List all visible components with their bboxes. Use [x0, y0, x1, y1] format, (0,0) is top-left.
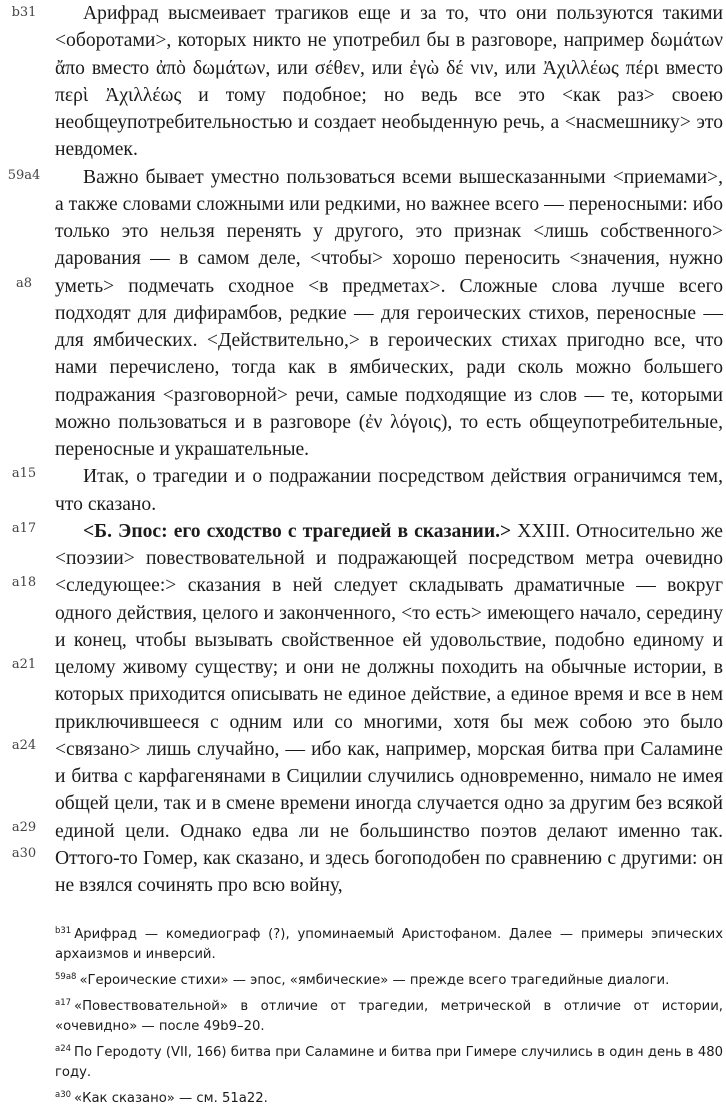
margin-mark: 59a4	[7, 168, 41, 183]
margin-mark: a21	[11, 657, 37, 672]
footnote-ref: a24	[55, 1043, 72, 1054]
footnote	[55, 1043, 723, 1083]
footnote-ref: a17	[55, 997, 72, 1008]
footnote	[55, 925, 723, 965]
footnote-text: «Повествовательной» в отличие от трагедии, метрической в отличие от истории, «очевидно» — после 49b9–20.	[55, 999, 723, 1034]
margin-mark: a30	[11, 846, 37, 861]
margin-line-references	[0, 0, 48, 880]
paragraph: Итак, о трагедии и о подражании посредством действия ограничимся тем, что сказано.	[55, 466, 723, 515]
main-text	[55, 0, 723, 899]
margin-mark: a18	[11, 575, 37, 590]
footnote-ref: 59a8	[55, 971, 77, 982]
footnote-text: «Как сказано» — см. 51a22.	[74, 1091, 268, 1106]
footnote-ref: b31	[55, 925, 72, 936]
footnote	[55, 997, 723, 1037]
paragraph: Арифрад высмеивает трагиков еще и за то, что они пользуются такими <оборотами>, которых никто не употребил бы в разговоре, например δωμάτων ἄπο вместо ἀπὸ δωμάτων, или σέθεν, или ἐγὼ δέ νιν, или Ἀχιλλέως πέρι вместо περὶ Ἀχιλλέως и тому подобное; но ведь все это <как раз> своею необщеупотребительностью и создает необыденную речь, а <насмешнику> это невдомек.	[55, 3, 723, 161]
footnote-ref: a30	[55, 1089, 72, 1100]
footnote-text: «Героические стихи» — эпос, «ямбические» — прежде всего трагедийные диалоги.	[79, 973, 670, 988]
paragraph-text: XXIII. Относительно же <поэзии> повествовательной и подражающей посредством метра очевидно <следующее:> сказания в ней следует складывать драматичные — вокруг одного действия, целого и законченного, <то есть> имеющего начало, середину и конец, чтобы вызывать свойственное ей удовольствие, подобно единому и целому живому существу; и они не должны походить на обычные истории, в которых приходится описывать не единое действие, а единое время и все в нем приключившееся с одним или со многими, хотя бы меж собою это было <связано> лишь случайно, — ибо как, например, морская битва при Саламине и битва с карфагенянами в Сицилии случились одновременно, нимало не имея общей цели, так и в смене времени иногда случается одно за другим без всякой единой цели. Однако едва ли не большинство поэтов делают именно так. Оттого-то Гомер, как сказано, и здесь богоподобен по сравнению с другими: он не взялся сочинять про всю войну,	[55, 520, 723, 896]
margin-mark: a24	[11, 738, 37, 753]
margin-mark: b31	[11, 5, 37, 20]
footnotes	[55, 925, 723, 1115]
margin-mark: a15	[11, 466, 37, 481]
margin-mark: a17	[11, 521, 37, 536]
section-heading: <Б. Эпос: его сходство с трагедией в сказании.>	[83, 520, 512, 542]
paragraph: Важно бывает уместно пользоваться всеми вышесказанными <приемами>, а также словами сложными или редкими, но важнее всего — переносными: ибо только это нельзя перенять у другого, это признак <лишь собственного> дарования — в самом деле, <чтобы> хорошо переносить <значения, нужно уметь> подмечать сходное <в предметах>. Сложные слова лучше всего подходят для дифирамбов, редкие — для героических стихов, переносные — для ямбических. <Действительно,> в героических стихах пригодно все, что нами перечислено, тогда как в ямбических, ради сколь можно большего подражания <разговорной> речи, самые подходящие из слов — те, которыми можно пользоваться и в разговоре (ἐν λόγοις), то есть общеупотребительные, переносные и украшательные.	[55, 166, 723, 460]
footnote	[55, 971, 723, 991]
margin-mark: a8	[15, 276, 33, 291]
footnote	[55, 1089, 723, 1109]
paragraph	[55, 518, 723, 900]
footnote-text: По Геродоту (VII, 166) битва при Саламине и битва при Гимере случились в один день в 480 году.	[55, 1045, 723, 1080]
footnote-text: Арифрад — комедиограф (?), упоминаемый Аристофаном. Далее — примеры эпических архаизмов и инверсий.	[55, 927, 723, 962]
margin-mark: a29	[11, 820, 37, 835]
